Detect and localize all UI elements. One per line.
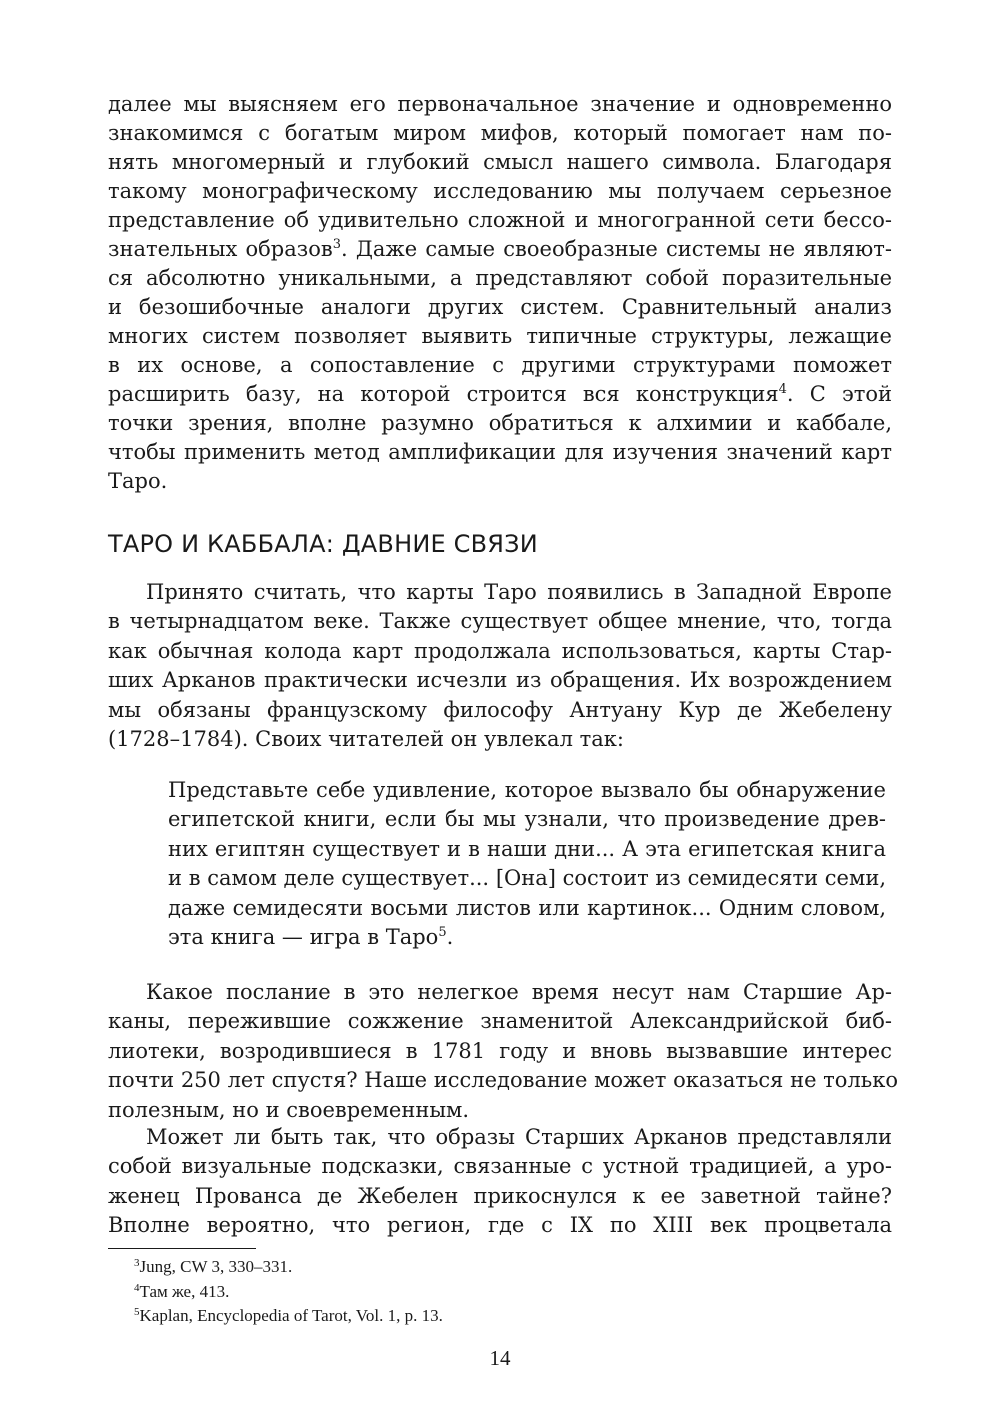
text-segment: . С этой <box>786 382 892 406</box>
text-line: как обычная колода карт продолжала использоваться, карты Стар- <box>108 638 892 663</box>
footnote-number: 4 <box>134 1281 140 1294</box>
text-segment: . Даже самые своеобразные системы не являют- <box>340 237 893 261</box>
text-line: знакомимся с богатым миром мифов, который помогает нам по- <box>108 121 892 145</box>
text-line: и безошибочные аналоги других систем. Сравнительный анализ <box>108 295 892 319</box>
text-line: даже семидесяти восьми листов или картинок... Одним словом, <box>168 895 886 920</box>
text-line: далее мы выясняем его первоначальное значение и одновременно <box>108 92 892 116</box>
footnote-ref[interactable]: 5 <box>438 925 447 940</box>
footnote-text: Там же, 413. <box>139 1281 230 1301</box>
text-segment: . <box>446 925 454 949</box>
text-line: чтобы применить метод амплификации для изучения значений карт <box>108 440 892 464</box>
text-line: женец Прованса де Жебелен прикоснулся к ее заветной тайне? <box>108 1183 892 1208</box>
text-line: представление об удивительно сложной и многогранной сети бессо- <box>108 208 892 232</box>
footnote-number: 3 <box>134 1257 140 1269</box>
text-line: многих систем позволяет выявить типичные структуры, лежащие <box>108 324 892 348</box>
footnote-text: Jung, CW 3, 330–331. <box>139 1257 293 1276</box>
text-line: Таро. <box>108 469 168 493</box>
page-number: 14 <box>489 1346 511 1370</box>
text-line: такому монографическому исследованию мы получаем серьезное <box>108 179 892 203</box>
text-segment: знательных образов <box>108 237 333 261</box>
text-line: и в самом деле существует... [Она] состоит из семидесяти семи, <box>168 866 886 891</box>
text-line: собой визуальные подсказки, связанные с устной традицией, а уро- <box>108 1154 892 1179</box>
text-line: нять многомерный и глубокий смысл нашего символа. Благодаря <box>108 150 892 174</box>
text-segment: эта книга — игра в Таро <box>168 925 439 949</box>
text-line: полезным, но и своевременным. <box>108 1097 470 1122</box>
text-line: египетской книги, если бы мы узнали, что произведение древ- <box>168 807 886 832</box>
text-line: ся абсолютно уникальными, а представляют собой поразительные <box>108 266 892 290</box>
footnote-ref[interactable]: 4 <box>778 382 787 397</box>
text-line: Какое послание в это нелегкое время несут нам Старшие Ар- <box>146 980 892 1004</box>
text-line: почти 250 лет спустя? Наше исследование может оказаться не только <box>108 1068 898 1093</box>
text-line: ших Арканов практически исчезли из обращения. Их возрождением <box>108 668 892 693</box>
footnote-divider <box>108 1248 256 1249</box>
text-line: точки зрения, вполне разумно обратиться к алхимии и каббале, <box>108 411 892 435</box>
text-line: в их основе, а сопоставление с другими структурами поможет <box>108 353 892 377</box>
footnote-ref[interactable]: 3 <box>332 237 341 252</box>
section-heading: ТАРО И КАББАЛА: ДАВНИЕ СВЯЗИ <box>108 530 538 558</box>
text-line: Может ли быть так, что образы Старших Арканов представляли <box>146 1125 892 1149</box>
text-line: (1728–1784). Своих читателей он увлекал так: <box>108 727 624 751</box>
text-line: Вполне вероятно, что регион, где с IX по XIII век процветала <box>108 1213 892 1238</box>
text-line: каны, пережившие сожжение знаменитой Александрийской биб- <box>108 1009 892 1034</box>
text-line: Принято считать, что карты Таро появились в Западной Европе <box>146 580 892 604</box>
text-line: Представьте себе удивление, которое вызвало бы обнаружение <box>168 778 886 802</box>
footnote-text: Kaplan, Encyclopedia of Tarot, Vol. 1, p. 13. <box>139 1306 443 1325</box>
text-line <box>108 380 892 409</box>
footnote <box>134 1281 894 1303</box>
text-line <box>108 235 892 264</box>
footnote-number: 5 <box>134 1306 140 1318</box>
text-line: мы обязаны французскому философу Антуану Кур де Жебелену <box>108 697 892 722</box>
text-line: в четырнадцатом веке. Также существует общее мнение, что, тогда <box>108 609 892 634</box>
footnote <box>134 1256 894 1278</box>
footnote <box>134 1305 894 1327</box>
text-line <box>168 923 886 952</box>
text-line: них египтян существует и в наши дни... А эта египетская книга <box>168 836 886 861</box>
text-segment: расширить базу, на которой строится вся конструкция <box>108 382 779 406</box>
text-line: лиотеки, возродившиеся в 1781 году и вновь вызвавшие интерес <box>108 1038 892 1063</box>
